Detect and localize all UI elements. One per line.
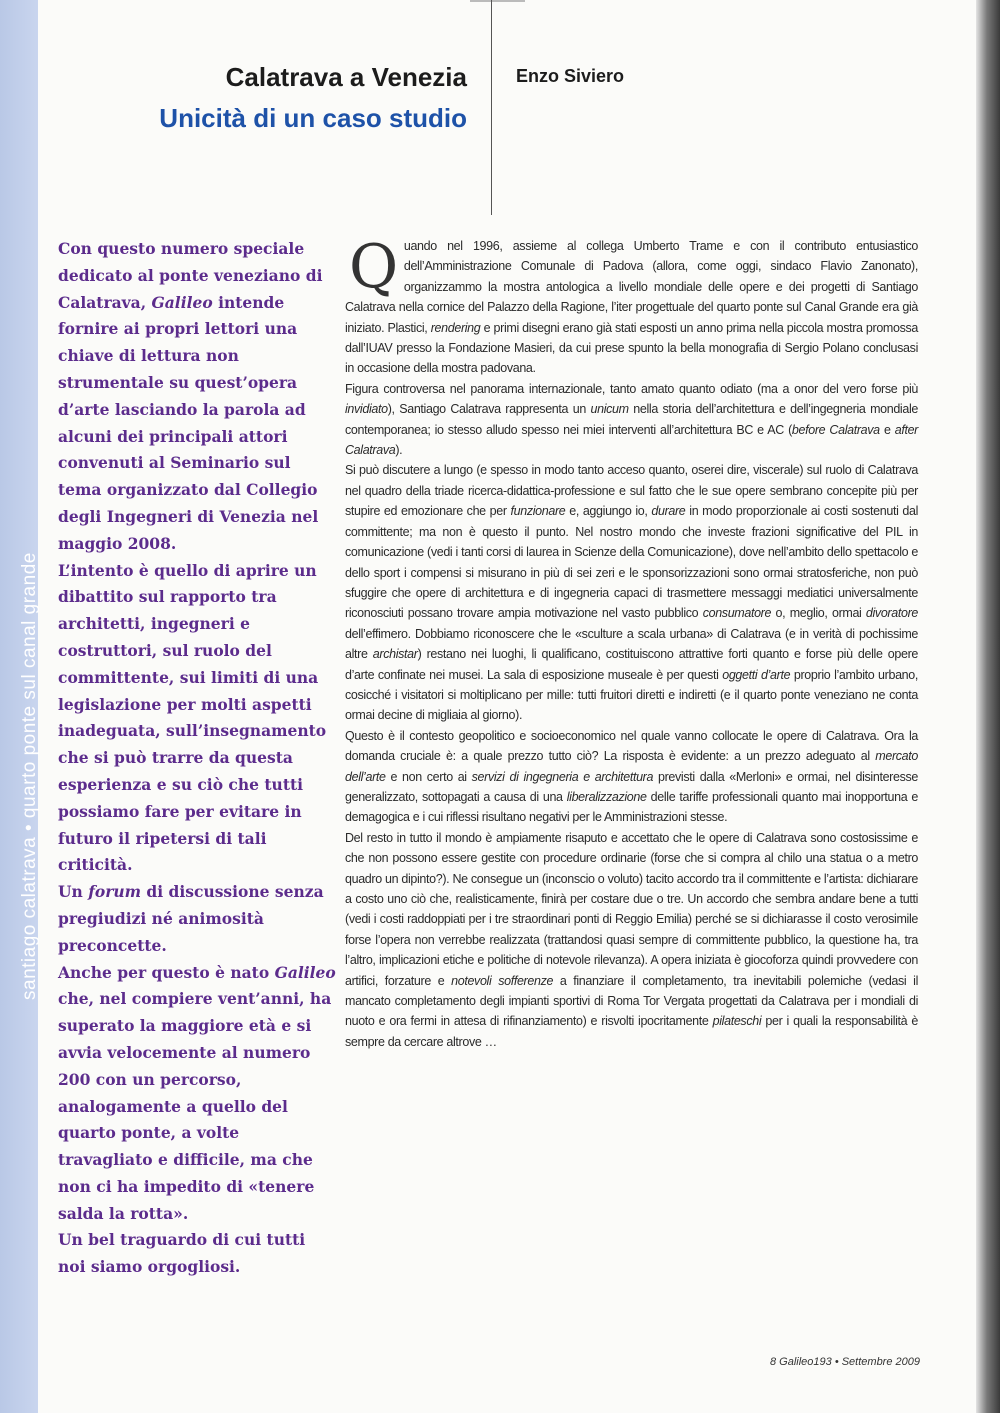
body-paragraph: Del resto in tutto il mondo è ampiamente risaputo e accettato che le opere di Calatrava sono costosissime e che non possono essere gestite con procedure ordinarie (forse che si compra al chilo una statua o a metro quadro un dipinto?). Ne consegue un (inconscio o voluto) tacito accordo tra il committente e l’artista: dichiarare a costo uno ciò che, realisticamente, finirà per costare due o tre. Un accordo che sembra andare bene a tutti (vedi i costi raddoppiati per i tre straordinari ponti di Reggio Emilia) perché se si dichiarasse il costo verosimile forse l’opera non verrebbe realizzata (trattandosi quasi sempre di committente pubblico, la questione ha, tra l’altro, implicazioni etiche e politiche di notevole rilevanza). A opera iniziata è giocoforza quindi provvedere con artifici, forzature e notevoli sofferenze a finanziare il completamento, tra inevitabili polemiche (vedasi il mancato completamento degli impianti sportivi di Roma Tor Vergata progettati da Calatrava per i mondiali di nuoto e ora fermi in attesa di rifinanziamento) e risvolti ipocritamente pilateschi per i quali la responsabilità è sempre da cercare altrove …: [345, 830, 919, 1049]
article-body: [345, 232, 919, 1052]
article-title: Calatrava a Venezia: [225, 62, 467, 92]
page-footer: [700, 1356, 920, 1368]
intro-paragraph: Un bel traguardo di cui tutti noi siamo orgogliosi.: [58, 1230, 306, 1277]
top-rule: [470, 0, 525, 2]
drop-cap: Q: [349, 232, 398, 302]
body-paragraph: Questo è il contesto geopolitico e socioeconomico nel quale vanno collocate le opere di Calatrava. Ora la domanda cruciale è: a quale prezzo tutto ciò? La risposta è evidente: a un prezzo adeguato al mercato dell’arte e non certo ai servizi di ingegneria e architettura previsti dalla «Merloni» e ormai, nel disinteresse generalizzato, sottopagati a causa di una liberalizzazione delle tariffe professionali quanto mai inopportuna e demagogica e i cui riflessi risultano negativi per le Amministrazioni stesse.: [345, 728, 918, 825]
article-author: Enzo Siviero: [516, 66, 625, 86]
body-paragraph: Figura controversa nel panorama internazionale, tanto amato quanto odiato (ma a onor del vero forse più invidiato), Santiago Calatrava rappresenta un unicum nella storia dell’architettura e dell’ingegneria mondiale contemporanea; io stesso alludo spesso nei miei interventi all’architettura BC e AC (before Calatrava e after Calatrava).: [345, 381, 918, 458]
article-subtitle: Unicità di un caso studio: [159, 103, 467, 133]
intro-paragraph: L’intento è quello di aprire un dibattito sul rapporto tra architetti, ingegneri e costruttori, sul ruolo del committente, sui limiti di una legislazione per molti aspetti inadeguata, sull’insegnamento che si può trarre da questa esperienza e su ciò che tutti possiamo fare per evitare in futuro il ripetersi di tali criticità.: [58, 560, 327, 875]
intro-column: [58, 236, 336, 1281]
side-label: santiago calatrava • quarto ponte sul canal grande: [19, 552, 40, 1000]
header-divider: [491, 0, 492, 215]
side-band: [0, 0, 38, 1413]
body-paragraph: Si può discutere a lungo (e spesso in modo tanto acceso quanto, oserei dire, viscerale) sul ruolo di Calatrava nel quadro della triade ricerca-didattica-professione e sul fatto che le sue opere sembrano concepite più per stupire ed emozionare che per funzionare e, aggiungo io, durare in modo proporzionale ai costi sostenuti dal committente; ma non è questo il punto. Nel nostro mondo che investe frazioni significative del PIL in comunicazione (vedi i tanti corsi di laurea in Scienze della Comunicazione), dove nell’ambito dello spettacolo e dello sport i compensi si misurano in più di sei zeri e le sponsorizzazioni sono ormai stratosferiche, non può sfuggire che opere di architettura e di ingegneria capaci di trasmettere messaggi mediatici universalmente riconosciuti possano trovare ampia motivazione nel vasto pubblico consumatore o, meglio, ormai divoratore dell’effimero. Dobbiamo riconoscere che le «sculture a scala urbana» di Calatrava (e in verità di pochissime altre archistar) restano nei luoghi, li qualificano, costituiscono attrattive forti quanto e forse più delle opere d’arte confinate nei musei. La sala di esposizione museale è per questi oggetti d’arte proprio l’ambito urbano, cosicché i visitatori si moltiplicano per mille: tutti fruitori diretti e indiretti (e il quarto ponte veneziano ne conta ormai decine di migliaia al giorno).: [345, 463, 919, 723]
issue-date: • Settembre 2009: [834, 1356, 920, 1368]
intro-paragraph: Con questo numero speciale dedicato al ponte veneziano di Calatrava, Galileo intende fornire ai propri lettori una chiave di lettura non strumentale su quest’opera d’arte lasciando la parola ad alcuni dei principali attori convenuti al Seminario sul tema organizzato dal Collegio degli Ingegneri di Venezia nel maggio 2008.: [58, 239, 323, 553]
page-number: 8: [769, 1356, 777, 1368]
body-paragraph: Quando nel 1996, assieme al collega Umberto Trame e con il contributo entusiastico dell’Amministrazione Comunale di Padova (allora, come oggi, sindaco Flavio Zanonato), organizzammo la mostra antologica a livello mondiale delle opere e dei progetti di Santiago Calatrava nella cornice del Palazzo della Ragione, l’iter progettuale del quarto ponte sul Canal Grande era già iniziato. Plastici, rendering e primi disegni erano già stati esposti un anno prima nella piccola mostra promossa dall’IUAV presso la Fondazione Masieri, da cui prese spunto la bella monografia di Sergio Polano conclusasi in occasione della mostra padovana.: [345, 232, 918, 376]
page-binding-edge: [976, 0, 1000, 1413]
intro-paragraph: Un forum di discussione senza pregiudizi né animosità preconcette.: [58, 882, 324, 955]
magazine-name: Galileo: [779, 1356, 814, 1368]
issue-number: 193: [813, 1356, 832, 1368]
intro-paragraph: Anche per questo è nato Galileo che, nel compiere vent’anni, ha superato la maggiore età e si avvia velocemente al numero 200 con un percorso, analogamente a quello del quarto ponte, a volte travagliato e difficile, ma che non ci ha impedito di «tenere salda la rotta».: [58, 962, 336, 1223]
